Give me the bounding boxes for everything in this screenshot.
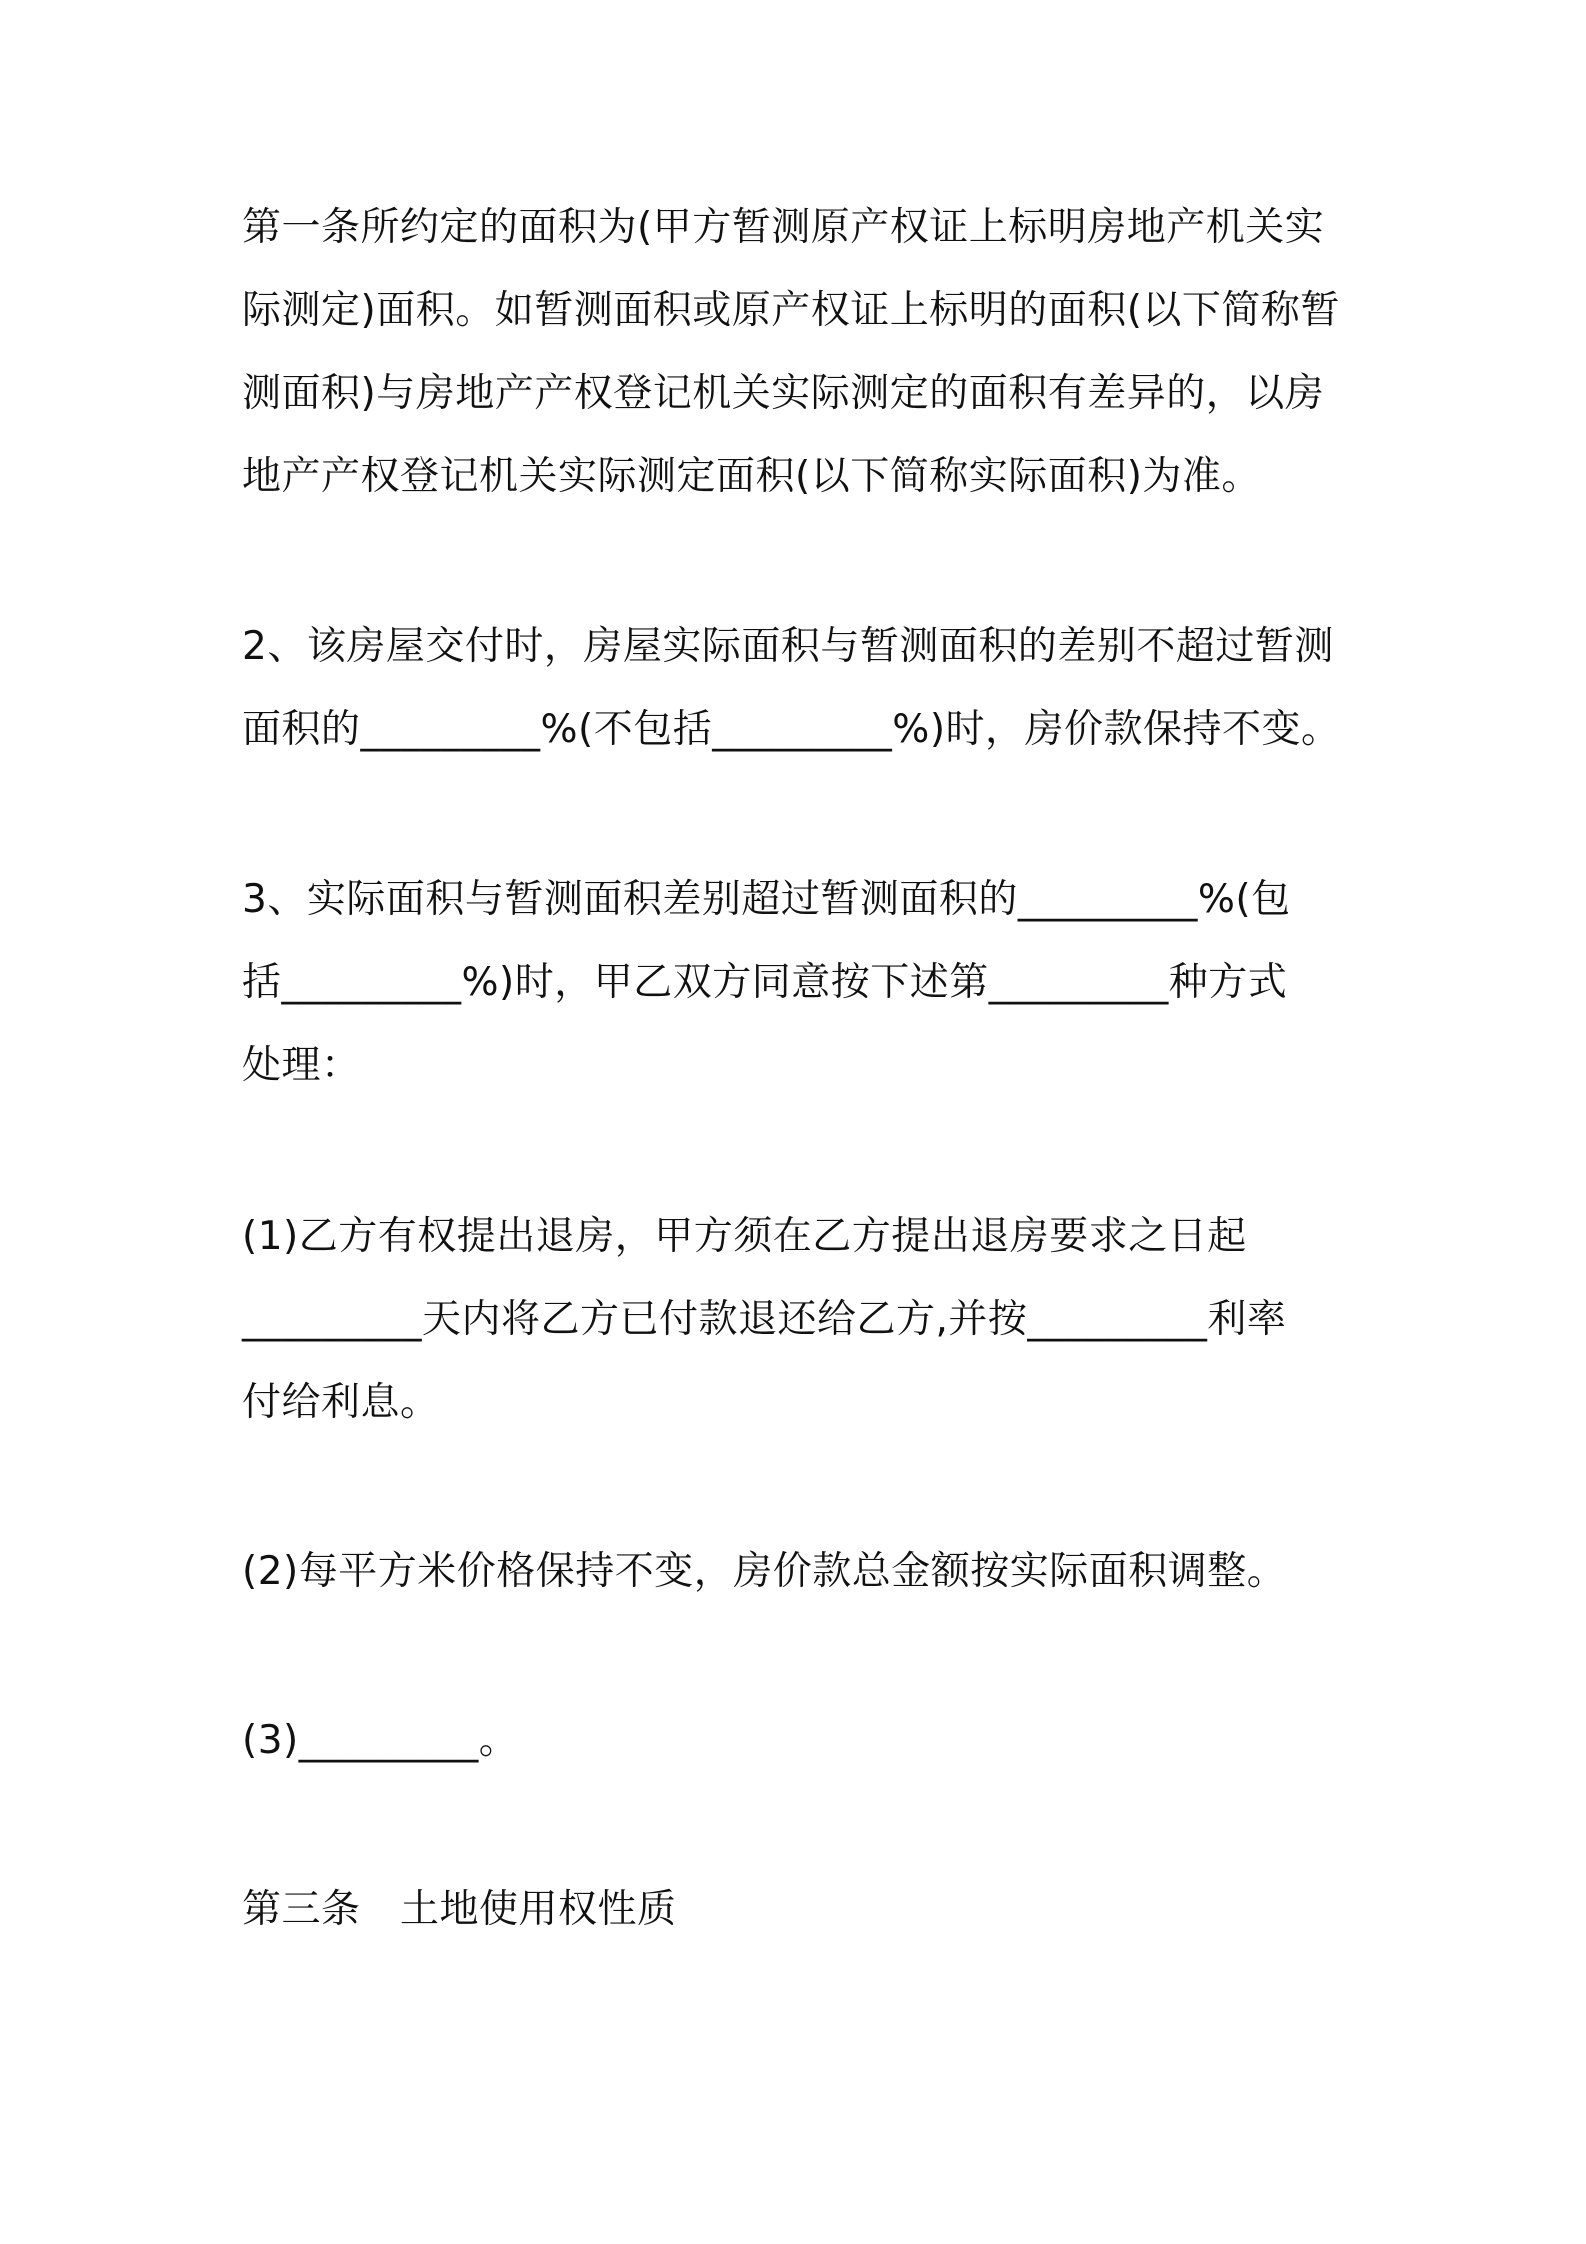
text-line: 2、该房屋交付时，房屋实际面积与暂测面积的差别不超过暂测 xyxy=(242,624,1334,669)
heading-article-3 xyxy=(242,1868,1362,1951)
paragraph-clause-3 xyxy=(242,858,1362,1107)
text-line: 际测定)面积。如暂测面积或原产权证上标明的面积(以下简称暂 xyxy=(242,288,1340,333)
text-line: (1)乙方有权提出退房，甲方须在乙方提出退房要求之日起 xyxy=(242,1214,1247,1259)
text-line: (3)_________。 xyxy=(242,1718,519,1763)
paragraph-clause-2 xyxy=(242,605,1362,771)
text-line: _________天内将乙方已付款退还给乙方,并按_________利率 xyxy=(242,1297,1287,1342)
paragraph-option-1 xyxy=(242,1195,1362,1444)
text-line: 处理： xyxy=(242,1043,361,1088)
text-line: 3、实际面积与暂测面积差别超过暂测面积的_________%(包 xyxy=(242,877,1291,922)
paragraph-option-3 xyxy=(242,1699,1362,1782)
text-line: 付给利息。 xyxy=(242,1380,440,1425)
paragraph-option-2 xyxy=(242,1530,1362,1613)
text-line: 括_________%)时，甲乙双方同意按下述第_________种方式 xyxy=(242,960,1288,1005)
text-line: 第一条所约定的面积为(甲方暂测原产权证上标明房地产机关实 xyxy=(242,205,1325,250)
section-heading: 第三条 土地使用权性质 xyxy=(242,1887,677,1932)
text-line: 地产产权登记机关实际测定面积(以下简称实际面积)为准。 xyxy=(242,454,1261,499)
text-line: (2)每平方米价格保持不变，房价款总金额按实际面积调整。 xyxy=(242,1549,1287,1594)
text-line: 面积的_________%(不包括_________%)时，房价款保持不变。 xyxy=(242,707,1341,752)
paragraph-area-definition xyxy=(242,186,1362,518)
text-line: 测面积)与房地产产权登记机关实际测定的面积有差异的，以房 xyxy=(242,371,1325,416)
